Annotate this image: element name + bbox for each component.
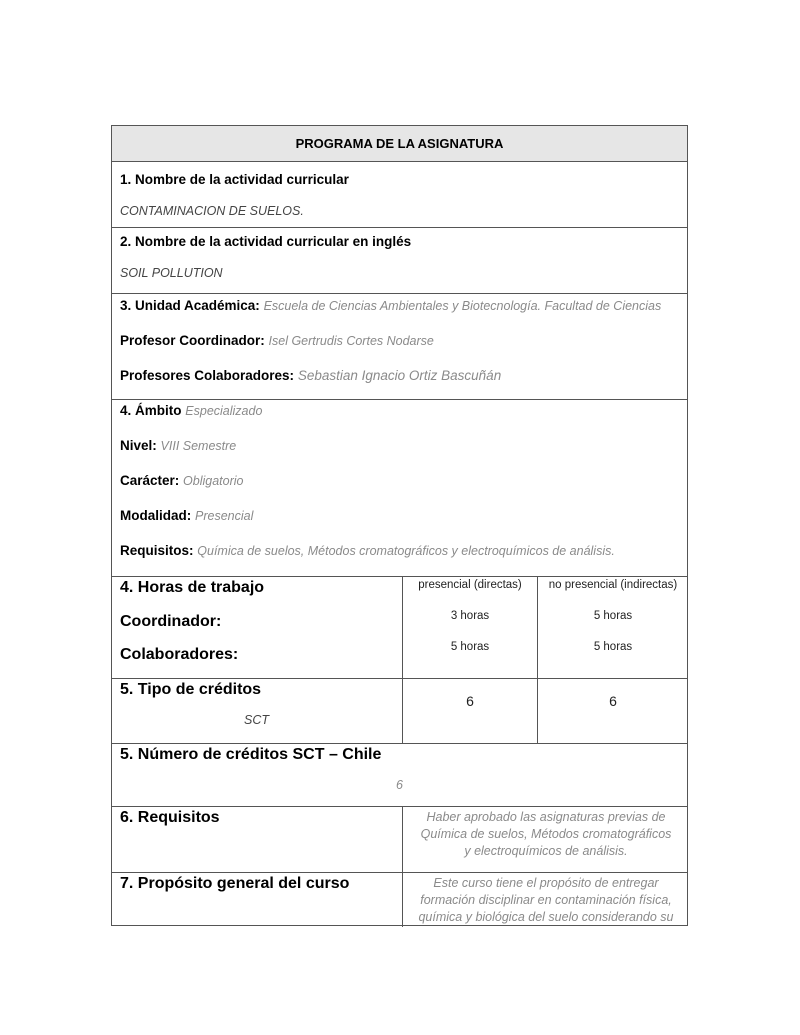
requirements-line: Haber aprobado las asignaturas previas de [426,810,666,824]
presencial-header: presencial (directas) [418,579,522,591]
purpose-line: Este curso tiene el propósito de entregar [433,876,659,890]
academic-unit-label: 3. Unidad Académica: [120,298,260,313]
page-title: PROGRAMA DE LA ASIGNATURA [295,136,504,151]
collaborators-value: Sebastian Ignacio Ortiz Bascuñán [297,368,502,383]
column-divider [537,679,538,743]
work-hours-label: 4. Horas de trabajo [120,579,265,596]
coord-presencial-hours: 3 horas [450,610,490,622]
coord-no-presencial-hours: 5 horas [593,610,633,622]
column-divider [537,577,538,678]
coordinator [120,333,434,348]
credit-presencial: 6 [466,693,474,709]
colab-no-presencial-hours: 5 horas [593,641,633,653]
requirements-text [403,809,689,860]
modality-label: Modalidad: [120,508,192,523]
purpose-line: química y biológica del suelo considerando su [418,910,674,924]
modality [120,508,253,523]
modality-value: Presencial [195,509,254,523]
section-3 [112,294,687,400]
requirements-label: 6. Requisitos [120,809,220,826]
coordinator-label: Profesor Coordinador: [120,333,265,348]
column-divider [402,679,403,743]
table-header [112,126,687,162]
purpose-text [403,875,689,926]
purpose-row [112,873,687,927]
scope [120,403,262,418]
english-name-value: SOIL POLLUTION [120,266,223,280]
sct-credits-label: 5. Número de créditos SCT – Chile [120,746,382,763]
requirements-row [112,807,687,873]
level-value: VIII Semestre [160,439,237,453]
collaborators-label: Profesores Colaboradores: [120,368,295,383]
credit-no-presencial: 6 [609,693,617,709]
requirements-line: Química de suelos, Métodos cromatográficos [420,827,672,841]
credit-type-row [112,679,687,744]
work-hours-row [112,577,687,679]
colab-presencial-hours: 5 horas [450,641,490,653]
column-divider [402,577,403,678]
program-table [111,125,688,926]
credit-type-value: SCT [244,713,269,727]
scope-value: Especializado [185,404,263,418]
character-value: Obligatorio [183,474,244,488]
scope-label: 4. Ámbito [120,403,182,418]
no-presencial-header: no presencial (indirectas) [548,579,678,591]
character [120,473,244,488]
activity-name-value: CONTAMINACION DE SUELOS. [120,204,304,218]
purpose-label: 7. Propósito general del curso [120,875,350,892]
english-name-label: 2. Nombre de la actividad curricular en inglés [120,234,412,249]
prerequisites [120,543,615,558]
activity-name-label: 1. Nombre de la actividad curricular [120,172,349,187]
level-label: Nivel: [120,438,157,453]
academic-unit-value: Escuela de Ciencias Ambientales y Biotecnología. Facultad de Ciencias [263,299,662,313]
hours-coordinator-label: Coordinador: [120,613,222,630]
sct-credits-value: 6 [396,778,403,792]
prerequisites-label: Requisitos: [120,543,194,558]
character-label: Carácter: [120,473,180,488]
purpose-line: formación disciplinar en contaminación física, [420,893,672,907]
credit-type-label: 5. Tipo de créditos [120,681,262,698]
level [120,438,236,453]
sct-credits-row [112,744,687,807]
coordinator-value: Isel Gertrudis Cortes Nodarse [268,334,434,348]
collaborators [120,368,501,383]
prerequisites-value: Química de suelos, Métodos cromatográficos y electroquímicos de análisis. [197,544,615,558]
section-4 [112,400,687,577]
requirements-line: y electroquímicos de análisis. [464,844,628,858]
section-2 [112,228,687,294]
section-1 [112,162,687,228]
hours-collaborators-label: Colaboradores: [120,646,239,663]
academic-unit [120,298,661,313]
